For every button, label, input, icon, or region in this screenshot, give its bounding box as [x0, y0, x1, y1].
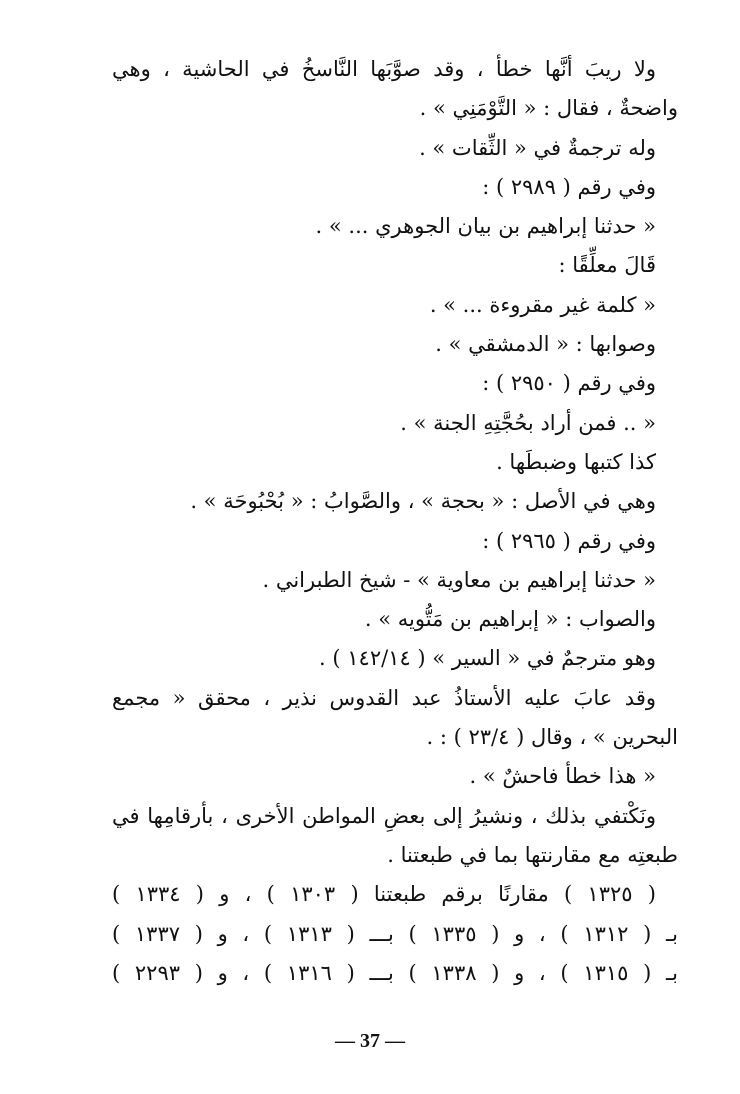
text-line: واضحةٌ ، فقال : « التَّوْمَنِي » .: [419, 96, 678, 121]
text-line: وهو مترجمٌ في « السير » ( ١٤٢/١٤ ) .: [319, 646, 656, 671]
text-line: وقد عابَ عليه الأستاذُ عبد القدوس نذير ، محقق « مجمع: [112, 685, 656, 710]
text-line: ( ١٣٢٥ ) مقارنًا برقم طبعتنا ( ١٣٠٣ ) ، و ( ١٣٣٤ ): [112, 882, 656, 907]
text-line: وفي رقم ( ٢٩٥٠ ) :: [482, 371, 656, 396]
text-line: قَالَ معلِّقًا :: [558, 253, 656, 278]
page-number: — 37 —: [335, 1030, 405, 1052]
text-line: « هذا خطأ فاحشٌ » .: [469, 764, 656, 789]
text-line: « حدثنا إبراهيم بن معاوية » - شيخ الطبراني .: [262, 567, 656, 592]
text-line: وفي رقم ( ٢٩٦٥ ) :: [482, 528, 656, 553]
text-line: والصواب : « إبراهيم بن مَتُّويه » .: [364, 607, 656, 632]
text-line: بـ ( ١٣١٢ ) ، و ( ١٣٣٥ ) بـــ ( ١٣١٣ ) ، و ( ١٣٣٧ ): [112, 921, 678, 946]
text-line: ولا ريبَ أنَّها خطأ ، وقد صوَّبَها النَّاسخُ في الحاشية ، وهي: [112, 57, 656, 81]
text-line: بـ ( ١٣١٥ ) ، و ( ١٣٣٨ ) بـــ ( ١٣١٦ ) ، و ( ٢٢٩٣ ): [112, 960, 678, 985]
text-line: وهي في الأصل : « بحجة » ، والصَّوابُ : « بُحْبُوحَة » .: [190, 489, 656, 514]
text-body: [112, 50, 678, 993]
text-line: كذا كتبها وضبطَها .: [496, 449, 656, 474]
text-line: « كلمة غير مقروءة ... » .: [429, 292, 656, 317]
text-line: البحرين » ، وقال ( ٢٣/٤ ) : .: [426, 725, 678, 750]
text-line: وصوابها : « الدمشقي » .: [435, 332, 656, 357]
text-line: وفي رقم ( ٢٩٨٩ ) :: [482, 174, 656, 199]
text-line: « .. فمن أراد بحُجَّتِهِ الجنة » .: [400, 410, 656, 435]
text-line: طبعتِه مع مقارنتها بما في طبعتنا .: [387, 842, 678, 867]
text-line: « حدثنا إبراهيم بن بيان الجوهري ... » .: [315, 214, 656, 239]
text-line: وله ترجمةٌ في « الثِّقات » .: [419, 135, 656, 160]
text-line: ونَكْتفي بذلك ، ونشيرُ إلى بعضِ المواطن الأخرى ، بأرقامِها في: [112, 803, 656, 828]
